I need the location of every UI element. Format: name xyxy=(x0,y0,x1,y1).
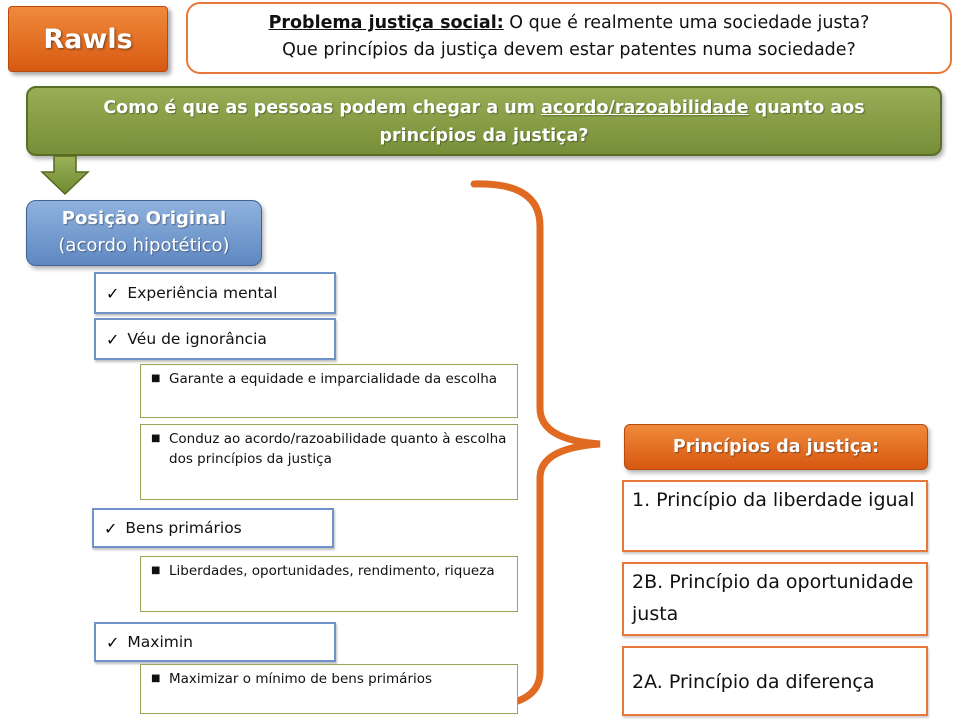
sub-item-text: Maximizar o mínimo de bens primários xyxy=(169,671,433,687)
sub-item-text: Conduz ao acordo/razoabilidade quanto à escolha dos princípios da justiça xyxy=(169,431,507,467)
principles-header-text: Princípios da justiça: xyxy=(672,437,880,457)
original-position-title: Posição Original xyxy=(61,208,227,229)
check-icon: ✓ xyxy=(106,329,120,349)
title-text: Rawls xyxy=(43,23,133,55)
sub-item-text: Liberdades, oportunidades, rendimento, riqueza xyxy=(169,563,495,579)
problem-label: Problema justiça social: xyxy=(268,13,504,33)
sub-item-acordo xyxy=(140,424,518,500)
question-text-after: quanto aos xyxy=(748,98,865,118)
principle-text: 1. Princípio da liberdade igual xyxy=(632,489,915,511)
check-icon: ✓ xyxy=(106,283,120,303)
check-icon: ✓ xyxy=(104,518,118,538)
check-label: Maximin xyxy=(127,633,193,651)
check-label: Bens primários xyxy=(125,519,242,537)
principle-diferenca xyxy=(622,646,928,716)
bullet-icon: ■ xyxy=(151,433,161,444)
sub-item-text: Garante a equidade e imparcialidade da escolha xyxy=(169,371,498,387)
down-arrow-icon xyxy=(42,156,88,194)
check-icon: ✓ xyxy=(106,632,120,652)
principle-text: 2B. Princípio da oportunidade justa xyxy=(632,571,914,625)
check-item-bens xyxy=(92,508,334,548)
sub-item-liberdades xyxy=(140,556,518,612)
question-text-before: Como é que as pessoas podem chegar a um xyxy=(103,98,542,118)
bullet-icon: ■ xyxy=(151,373,161,384)
original-position-subtitle: (acordo hipotético) xyxy=(58,235,230,256)
problem-line-2: Que princípios da justiça devem estar patentes numa sociedade? xyxy=(282,40,856,60)
problem-question-1: O que é realmente uma sociedade justa? xyxy=(503,13,870,33)
principle-text: 2A. Princípio da diferença xyxy=(632,671,875,693)
sub-item-maximizar xyxy=(140,664,518,714)
original-position-box xyxy=(26,200,262,266)
check-item-maximin xyxy=(94,622,336,662)
sub-item-equidade xyxy=(140,364,518,418)
principle-liberdade xyxy=(622,480,928,552)
bullet-icon: ■ xyxy=(151,565,161,576)
check-label: Véu de ignorância xyxy=(127,330,267,348)
check-item-experiencia xyxy=(94,272,336,314)
principle-oportunidade xyxy=(622,562,928,636)
question-line-2: princípios da justiça? xyxy=(379,126,589,146)
question-emphasis: acordo/razoabilidade xyxy=(541,98,749,118)
check-item-veu xyxy=(94,318,336,360)
principles-header xyxy=(624,424,928,470)
bullet-icon: ■ xyxy=(151,673,161,684)
check-label: Experiência mental xyxy=(127,284,278,302)
